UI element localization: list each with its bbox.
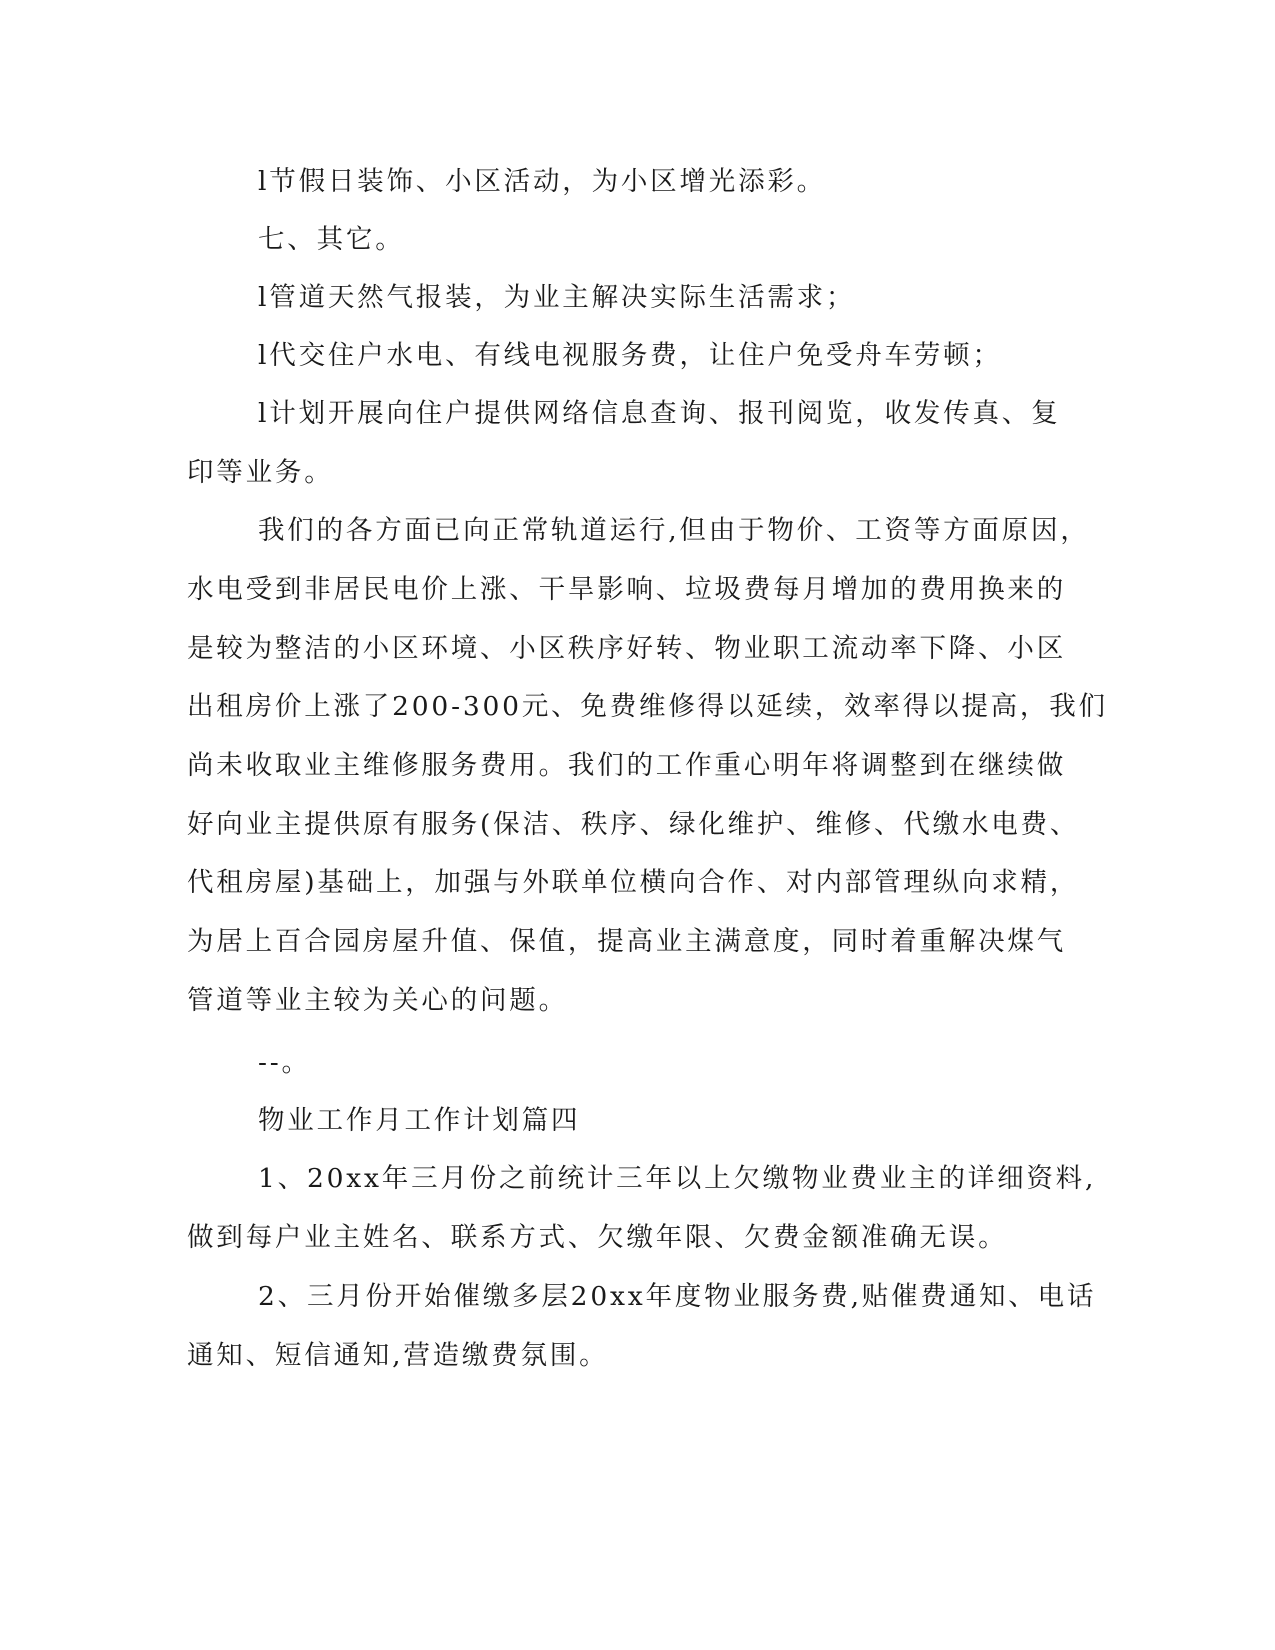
separator-text: --。 <box>258 1047 311 1078</box>
plan-item-1: 1、20xx年三月份之前统计三年以上欠缴物业费业主的详细资料, <box>258 1163 1097 1194</box>
bullet-info-services-cont: 印等业务。 <box>187 457 334 488</box>
plan-item-1-cont: 做到每户业主姓名、联系方式、欠缴年限、欠费金额准确无误。 <box>187 1222 1008 1253</box>
paragraph-summary-line: 是较为整洁的小区环境、小区秩序好转、物业职工流动率下降、小区 <box>187 633 1066 664</box>
paragraph-summary-line: 尚未收取业主维修服务费用。我们的工作重心明年将调整到在继续做 <box>187 750 1066 781</box>
section-title-part-four: 物业工作月工作计划篇四 <box>258 1105 581 1136</box>
paragraph-summary-line: 代租房屋)基础上，加强与外联单位横向合作、对内部管理纵向求精， <box>187 867 1080 898</box>
plan-item-2: 2、三月份开始催缴多层20xx年度物业服务费,贴催费通知、电话 <box>258 1281 1097 1312</box>
paragraph-summary-line: 管道等业主较为关心的问题。 <box>187 985 568 1016</box>
paragraph-summary-line: 水电受到非居民电价上涨、干旱影响、垃圾费每月增加的费用换来的 <box>187 574 1066 605</box>
section-heading-other: 七、其它。 <box>258 224 405 255</box>
paragraph-summary-line: 我们的各方面已向正常轨道运行,但由于物价、工资等方面原因， <box>258 515 1090 546</box>
bullet-gas-installation: l管道天然气报装，为业主解决实际生活需求； <box>258 282 856 313</box>
bullet-holiday-decoration: l节假日装饰、小区活动，为小区增光添彩。 <box>258 166 826 197</box>
paragraph-summary-line: 出租房价上涨了200-300元、免费维修得以延续，效率得以提高，我们 <box>187 691 1108 722</box>
paragraph-summary-line: 好向业主提供原有服务(保洁、秩序、绿化维护、维修、代缴水电费、 <box>187 809 1080 840</box>
bullet-info-services: l计划开展向住户提供网络信息查询、报刊阅览，收发传真、复 <box>258 398 1061 429</box>
bullet-utility-payment: l代交住户水电、有线电视服务费，让住户免受舟车劳顿； <box>258 340 1002 371</box>
plan-item-2-cont: 通知、短信通知,营造缴费氛围。 <box>187 1340 609 1371</box>
paragraph-summary-line: 为居上百合园房屋升值、保值，提高业主满意度，同时着重解决煤气 <box>187 926 1066 957</box>
